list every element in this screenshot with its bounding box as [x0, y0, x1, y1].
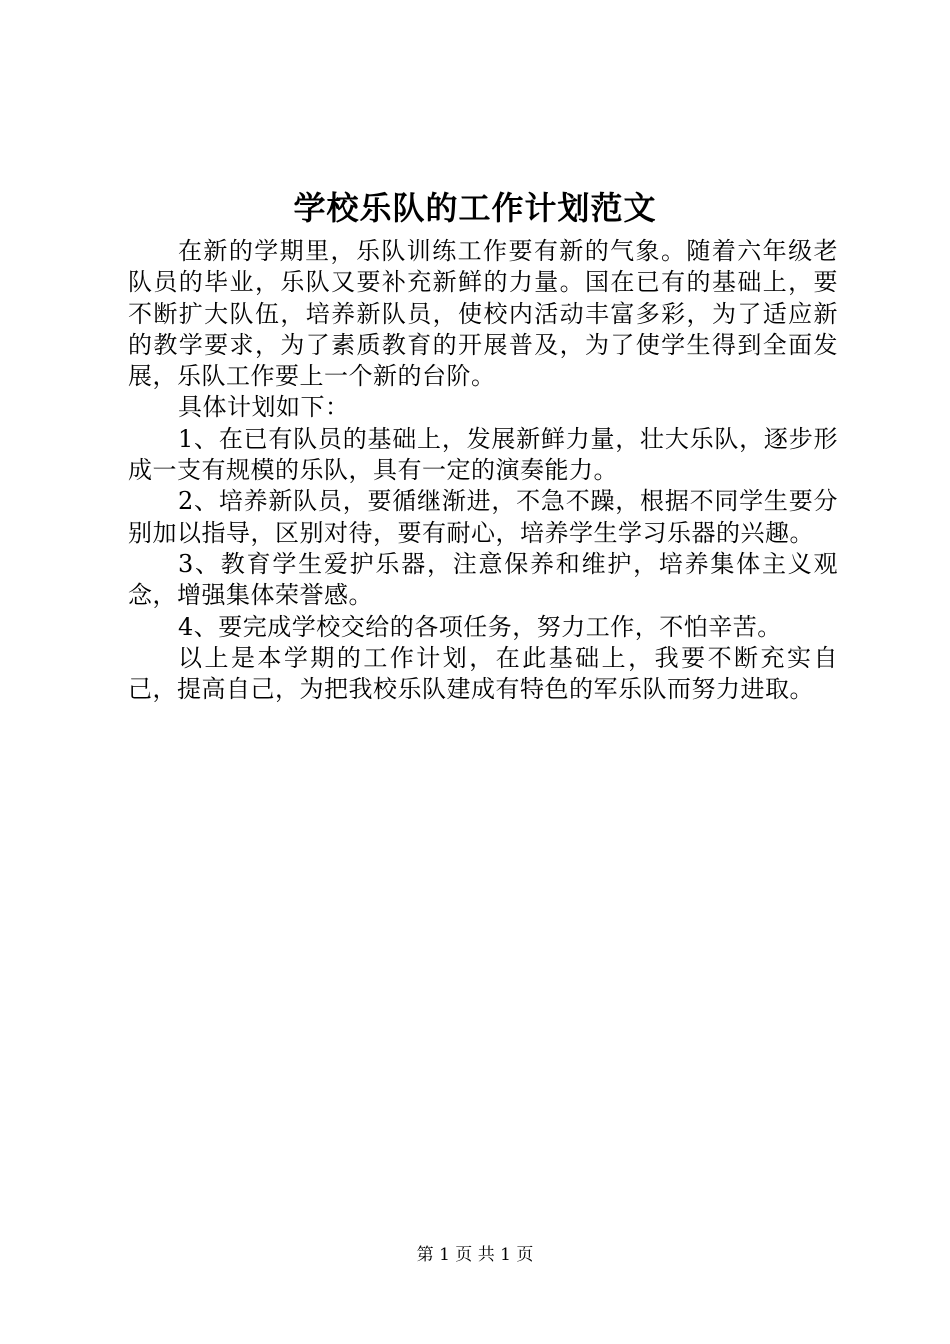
- paragraph-plan-heading: 具体计划如下：: [178, 393, 350, 422]
- document-body: [128, 236, 838, 705]
- paragraph-item-4: 4、要完成学校交给的各项任务，努力工作，不怕辛苦。: [178, 612, 782, 641]
- paragraph-conclusion: 以上是本学期的工作计划，在此基础上，我要不断充实自己，提高自己，为把我校乐队建成有特色的军乐队而努力进取。: [128, 643, 838, 704]
- paragraph-item-2: 2、培养新队员，要循继渐进，不急不躁，根据不同学生要分别加以指导，区别对待，要有耐心，培养学生学习乐器的兴趣。: [128, 487, 838, 547]
- page-footer: 第 1 页 共 1 页: [416, 1245, 534, 1265]
- paragraph-item-1: 1、在已有队员的基础上，发展新鲜力量，壮大乐队，逐步形成一支有规模的乐队，具有一定的演奏能力。: [128, 424, 838, 485]
- paragraph-item-3: 3、教育学生爱护乐器，注意保养和维护，培养集体主义观念，增强集体荣誉感。: [128, 549, 838, 610]
- document-title: 学校乐队的工作计划范文: [293, 189, 657, 227]
- paragraph-intro: 在新的学期里，乐队训练工作要有新的气象。随着六年级老队员的毕业，乐队又要补充新鲜的力量。国在已有的基础上，要不断扩大队伍，培养新队员，使校内活动丰富多彩，为了适应新的教学要求，为了素质教育的开展普及，为了使学生得到全面发展，乐队工作要上一个新的台阶。: [128, 237, 838, 391]
